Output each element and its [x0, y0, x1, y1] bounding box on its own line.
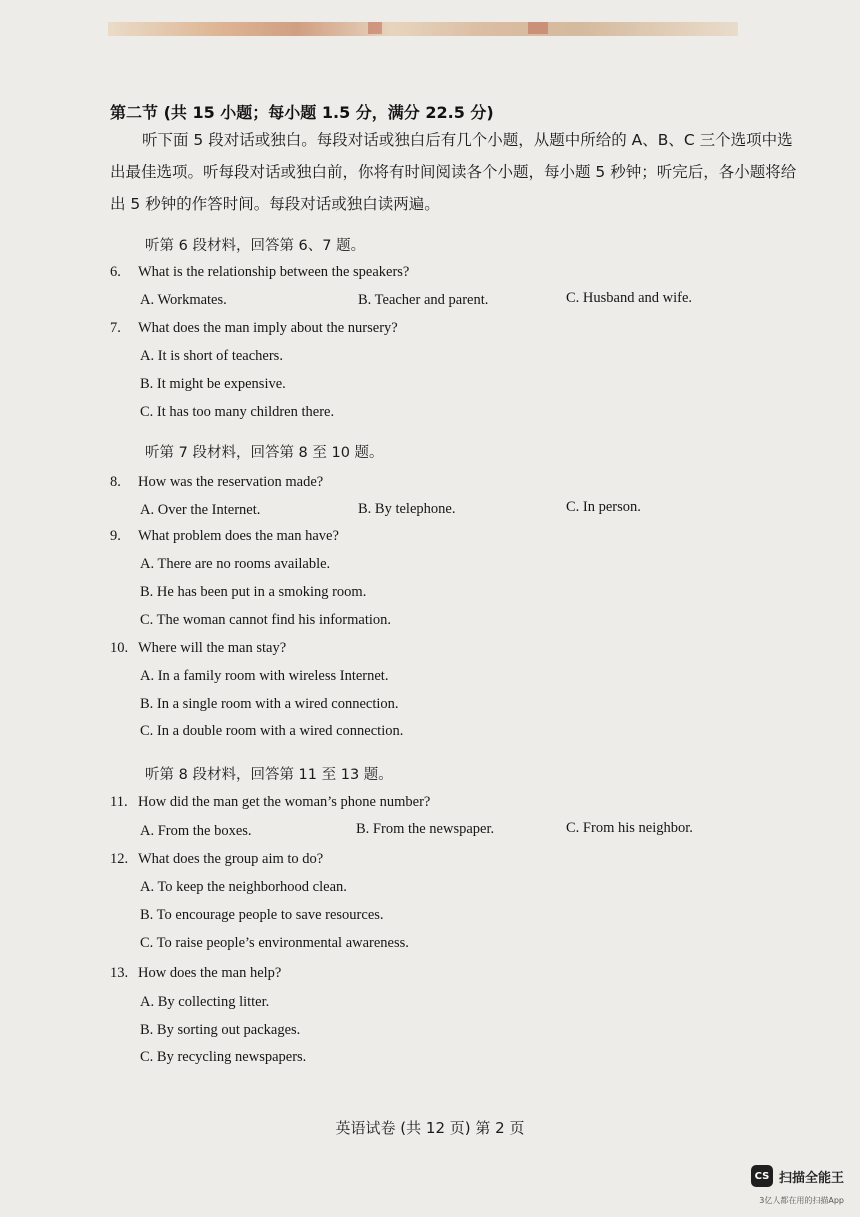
option-9c: C. The woman cannot find his information. — [140, 612, 392, 628]
option-7b: B. It might be expensive. — [140, 376, 286, 392]
camscanner-logo-icon: CS — [751, 1165, 773, 1187]
question-text: What does the man imply about the nursery? — [138, 320, 398, 336]
option-8a: A. Over the Internet. — [140, 502, 261, 518]
page-footer: 英语试卷 (共 12 页) 第 2 页 — [335, 1119, 525, 1137]
option-9a: A. There are no rooms available. — [140, 556, 331, 572]
option-13b: B. By sorting out packages. — [140, 1022, 301, 1038]
question-number: 13. — [110, 965, 129, 981]
question-number: 12. — [110, 851, 129, 867]
section-label: 听第 7 段材料，回答第 8 至 10 题。 — [145, 445, 384, 461]
question-6 — [110, 264, 409, 281]
question-text: What does the group aim to do? — [138, 851, 324, 867]
strip-mark — [368, 22, 382, 34]
watermark-name: 扫描全能王 — [778, 1170, 844, 1186]
option-8c: C. In person. — [566, 499, 641, 515]
option-9b: B. He has been put in a smoking room. — [140, 584, 367, 600]
question-text: What is the relationship between the speakers? — [138, 264, 410, 280]
question-12 — [110, 851, 323, 868]
question-7 — [110, 320, 398, 337]
watermark-tagline: 3亿人都在用的扫描App — [759, 1196, 844, 1205]
question-13 — [110, 965, 281, 982]
instructions: 听下面 5 段对话或独白。每段对话或独白后有几个小题，从题中所给的 A、B、C 三个选项中选出最佳选项。听每段对话或独白前，你将有时间阅读各个小题，每小题 5 秒钟；听完后，各小题将给出 5 秒钟的作答时间。每段对话或独白读两遍。 — [110, 131, 797, 213]
question-text: What problem does the man have? — [138, 528, 339, 544]
option-10b: B. In a single room with a wired connection. — [140, 696, 399, 712]
question-11 — [110, 794, 430, 811]
question-8 — [110, 474, 323, 491]
option-11a: A. From the boxes. — [140, 823, 252, 839]
option-13a: A. By collecting litter. — [140, 994, 270, 1010]
scanner-watermark — [751, 1165, 844, 1187]
option-6a: A. Workmates. — [140, 292, 227, 308]
question-number: 6. — [110, 264, 121, 280]
section-heading: 第二节 (共 15 小题；每小题 1.5 分，满分 22.5 分) — [110, 103, 494, 122]
question-number: 8. — [110, 474, 121, 490]
option-12a: A. To keep the neighborhood clean. — [140, 879, 347, 895]
option-11c: C. From his neighbor. — [566, 820, 693, 836]
question-text: How did the man get the woman’s phone number? — [138, 794, 431, 810]
question-text: How was the reservation made? — [138, 474, 324, 490]
question-number: 9. — [110, 528, 121, 544]
option-10a: A. In a family room with wireless Internet. — [140, 668, 389, 684]
strip-mark — [528, 22, 548, 34]
question-text: How does the man help? — [138, 965, 282, 981]
question-9 — [110, 528, 339, 545]
question-number: 10. — [110, 640, 129, 656]
option-11b: B. From the newspaper. — [356, 821, 495, 837]
option-13c: C. By recycling newspapers. — [140, 1049, 307, 1065]
option-12c: C. To raise people’s environmental awareness. — [140, 935, 409, 951]
page-top-strip — [108, 22, 738, 36]
question-text: Where will the man stay? — [138, 640, 287, 656]
question-number: 11. — [110, 794, 128, 810]
option-6b: B. Teacher and parent. — [358, 292, 489, 308]
question-number: 7. — [110, 320, 121, 336]
option-7c: C. It has too many children there. — [140, 404, 335, 420]
option-12b: B. To encourage people to save resources. — [140, 907, 384, 923]
section-label: 听第 6 段材料，回答第 6、7 题。 — [145, 238, 366, 254]
section-label: 听第 8 段材料，回答第 11 至 13 题。 — [145, 767, 393, 783]
option-7a: A. It is short of teachers. — [140, 348, 283, 364]
question-10 — [110, 640, 286, 657]
option-10c: C. In a double room with a wired connection. — [140, 723, 404, 739]
option-8b: B. By telephone. — [358, 501, 456, 517]
option-6c: C. Husband and wife. — [566, 290, 693, 306]
